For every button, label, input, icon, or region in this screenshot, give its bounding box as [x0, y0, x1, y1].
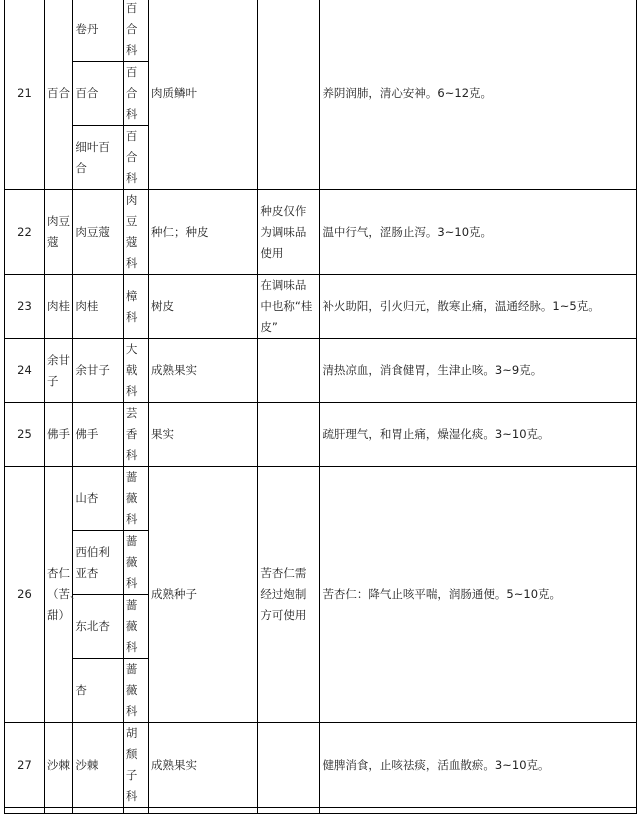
row-number: 27 — [5, 723, 45, 808]
edible-part: 树皮 — [149, 275, 258, 339]
table-cell — [320, 808, 637, 814]
edible-part: 肉质鳞叶 — [149, 0, 258, 190]
table-row — [5, 403, 637, 467]
family-name: 大戟科 — [123, 339, 148, 403]
family-name: 蔷薇科 — [123, 531, 148, 595]
effect-dosage: 疏肝理气，和胃止痛，燥湿化痰。3~10克。 — [320, 403, 637, 467]
species-name: 东北杏 — [73, 595, 123, 659]
edible-part: 种仁；种皮 — [149, 190, 258, 275]
species-name: 佛手 — [73, 403, 123, 467]
species-name: 山杏 — [73, 467, 123, 531]
effect-dosage: 清热凉血，消食健胃，生津止咳。3~9克。 — [320, 339, 637, 403]
herb-name: 佛手 — [44, 403, 72, 467]
remark — [258, 0, 320, 190]
species-name: 细叶百合 — [73, 126, 123, 190]
family-name: 蔷薇科 — [123, 595, 148, 659]
family-name: 芸香科 — [123, 403, 148, 467]
species-name: 西伯利亚杏 — [73, 531, 123, 595]
species-name: 卷丹 — [73, 0, 123, 62]
effect-dosage: 苦杏仁：降气止咳平喘，润肠通便。5~10克。 — [320, 467, 637, 723]
table-cell — [5, 808, 45, 814]
herb-name: 肉桂 — [44, 275, 72, 339]
species-name: 肉豆蔻 — [73, 190, 123, 275]
table-cell — [149, 808, 258, 814]
table-row — [5, 723, 637, 808]
table-row — [5, 808, 637, 814]
family-name: 蔷薇科 — [123, 659, 148, 723]
edible-part: 成熟果实 — [149, 723, 258, 808]
herb-name: 杏仁（苦、甜） — [44, 467, 72, 723]
species-name: 沙棘 — [73, 723, 123, 808]
row-number: 23 — [5, 275, 45, 339]
effect-dosage: 补火助阳，引火归元，散寒止痛，温通经脉。1~5克。 — [320, 275, 637, 339]
remark: 苦杏仁需经过炮制方可使用 — [258, 467, 320, 723]
species-name: 百合 — [73, 62, 123, 126]
remark — [258, 723, 320, 808]
herb-name: 肉豆蔻 — [44, 190, 72, 275]
row-number: 24 — [5, 339, 45, 403]
table-cell — [258, 808, 320, 814]
table-row — [5, 190, 637, 275]
herb-name: 沙棘 — [44, 723, 72, 808]
species-name: 余甘子 — [73, 339, 123, 403]
herb-name: 余甘子 — [44, 339, 72, 403]
table-row — [5, 339, 637, 403]
family-name: 胡颓子科 — [123, 723, 148, 808]
row-number: 22 — [5, 190, 45, 275]
family-name: 百合科 — [123, 126, 148, 190]
herb-table — [4, 0, 637, 814]
row-number: 26 — [5, 467, 45, 723]
family-name: 樟科 — [123, 275, 148, 339]
table-row — [5, 0, 637, 62]
row-number: 25 — [5, 403, 45, 467]
family-name: 百合科 — [123, 0, 148, 62]
remark: 种皮仅作为调味品使用 — [258, 190, 320, 275]
table-row — [5, 467, 637, 531]
table-cell — [123, 808, 148, 814]
remark — [258, 339, 320, 403]
species-name: 杏 — [73, 659, 123, 723]
family-name: 百合科 — [123, 62, 148, 126]
row-number: 21 — [5, 0, 45, 190]
table-row — [5, 275, 637, 339]
species-name: 肉桂 — [73, 275, 123, 339]
herb-name: 百合 — [44, 0, 72, 190]
effect-dosage: 健脾消食，止咳祛痰，活血散瘀。3~10克。 — [320, 723, 637, 808]
remark — [258, 403, 320, 467]
edible-part: 成熟果实 — [149, 339, 258, 403]
remark: 在调味品中也称“桂皮” — [258, 275, 320, 339]
edible-part: 果实 — [149, 403, 258, 467]
table-cell — [44, 808, 72, 814]
family-name: 蔷薇科 — [123, 467, 148, 531]
effect-dosage: 温中行气，涩肠止泻。3~10克。 — [320, 190, 637, 275]
edible-part: 成熟种子 — [149, 467, 258, 723]
table-cell — [73, 808, 123, 814]
effect-dosage: 养阴润肺，清心安神。6~12克。 — [320, 0, 637, 190]
family-name: 肉豆蔻科 — [123, 190, 148, 275]
